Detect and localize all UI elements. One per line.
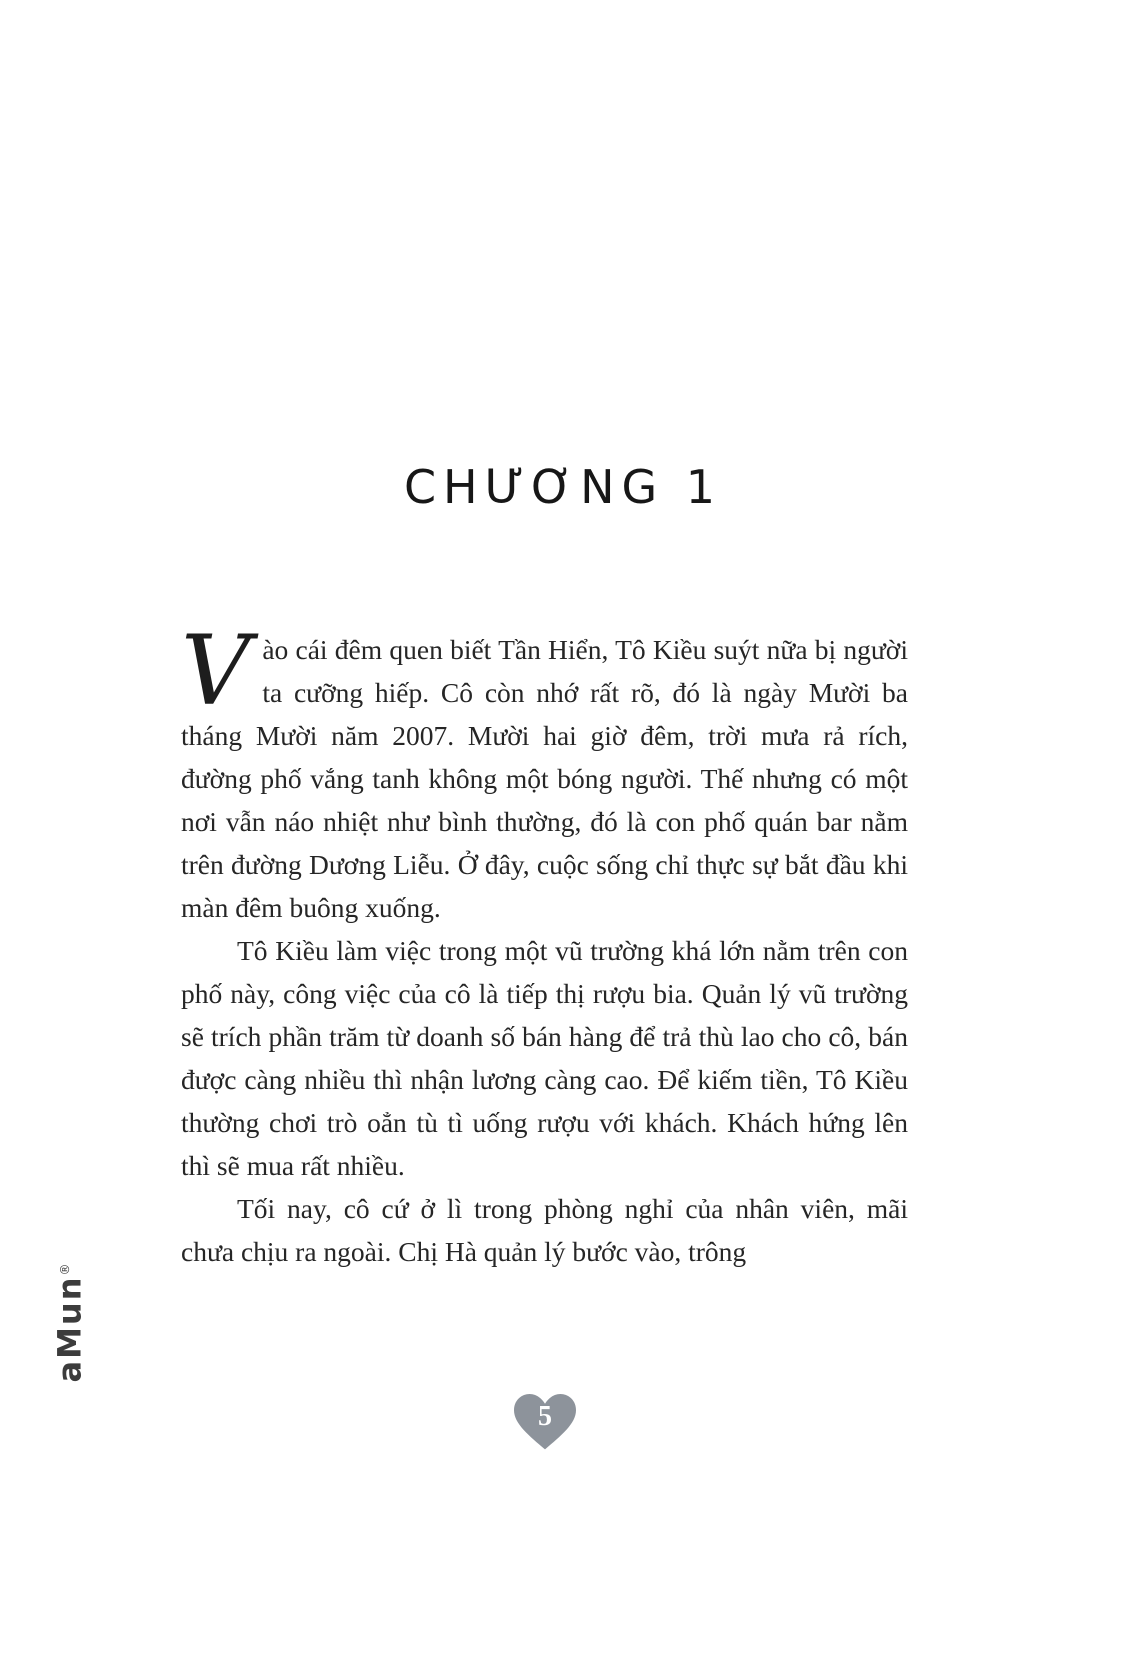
paragraph-1-text: ào cái đêm quen biết Tần Hiển, Tô Kiều suýt nữa bị người ta cưỡng hiếp. Cô còn nhớ rất rõ, đó là ngày Mười ba tháng Mười năm 2007. Mười hai giờ đêm, trời mưa rả rích, đường phố vắng tanh không một bóng người. Thế nhưng có một nơi vẫn náo nhiệt như bình thường, đó là con phố quán bar nằm trên đường Dương Liễu. Ở đây, cuộc sống chỉ thực sự bắt đầu khi màn đêm buông xuống. [181,634,908,923]
paragraph-2 [181,929,908,1187]
paragraph-2-text: Tô Kiều làm việc trong một vũ trường khá lớn nằm trên con phố này, công việc của cô là tiếp thị rượu bia. Quản lý vũ trường sẽ trích phần trăm từ doanh số bán hàng để trả thù lao cho cô, bán được càng nhiều thì nhận lương càng cao. Để kiếm tiền, Tô Kiều thường chơi trò oẳn tù tì uống rượu với khách. Khách hứng lên thì sẽ mua rất nhiều. [181,935,908,1181]
paragraph-1 [181,615,908,929]
publisher-logo-text [50,1262,88,1383]
paragraph-3-text: Tối nay, cô cứ ở lì trong phòng nghỉ của nhân viên, mãi chưa chịu ra ngoài. Chị Hà quản lý bước vào, trông [181,1193,908,1267]
drop-cap: V [181,615,251,727]
page-number: 5 [538,1401,552,1432]
chapter-title: CHƯƠNG 1 [403,460,723,514]
registered-trademark-icon: ® [57,1261,72,1276]
body-text [181,615,908,1273]
page-number-heart [513,1392,577,1452]
paragraph-3 [181,1187,908,1273]
publisher-logo [34,1262,104,1382]
publisher-logo-word: aMun [50,1275,88,1383]
